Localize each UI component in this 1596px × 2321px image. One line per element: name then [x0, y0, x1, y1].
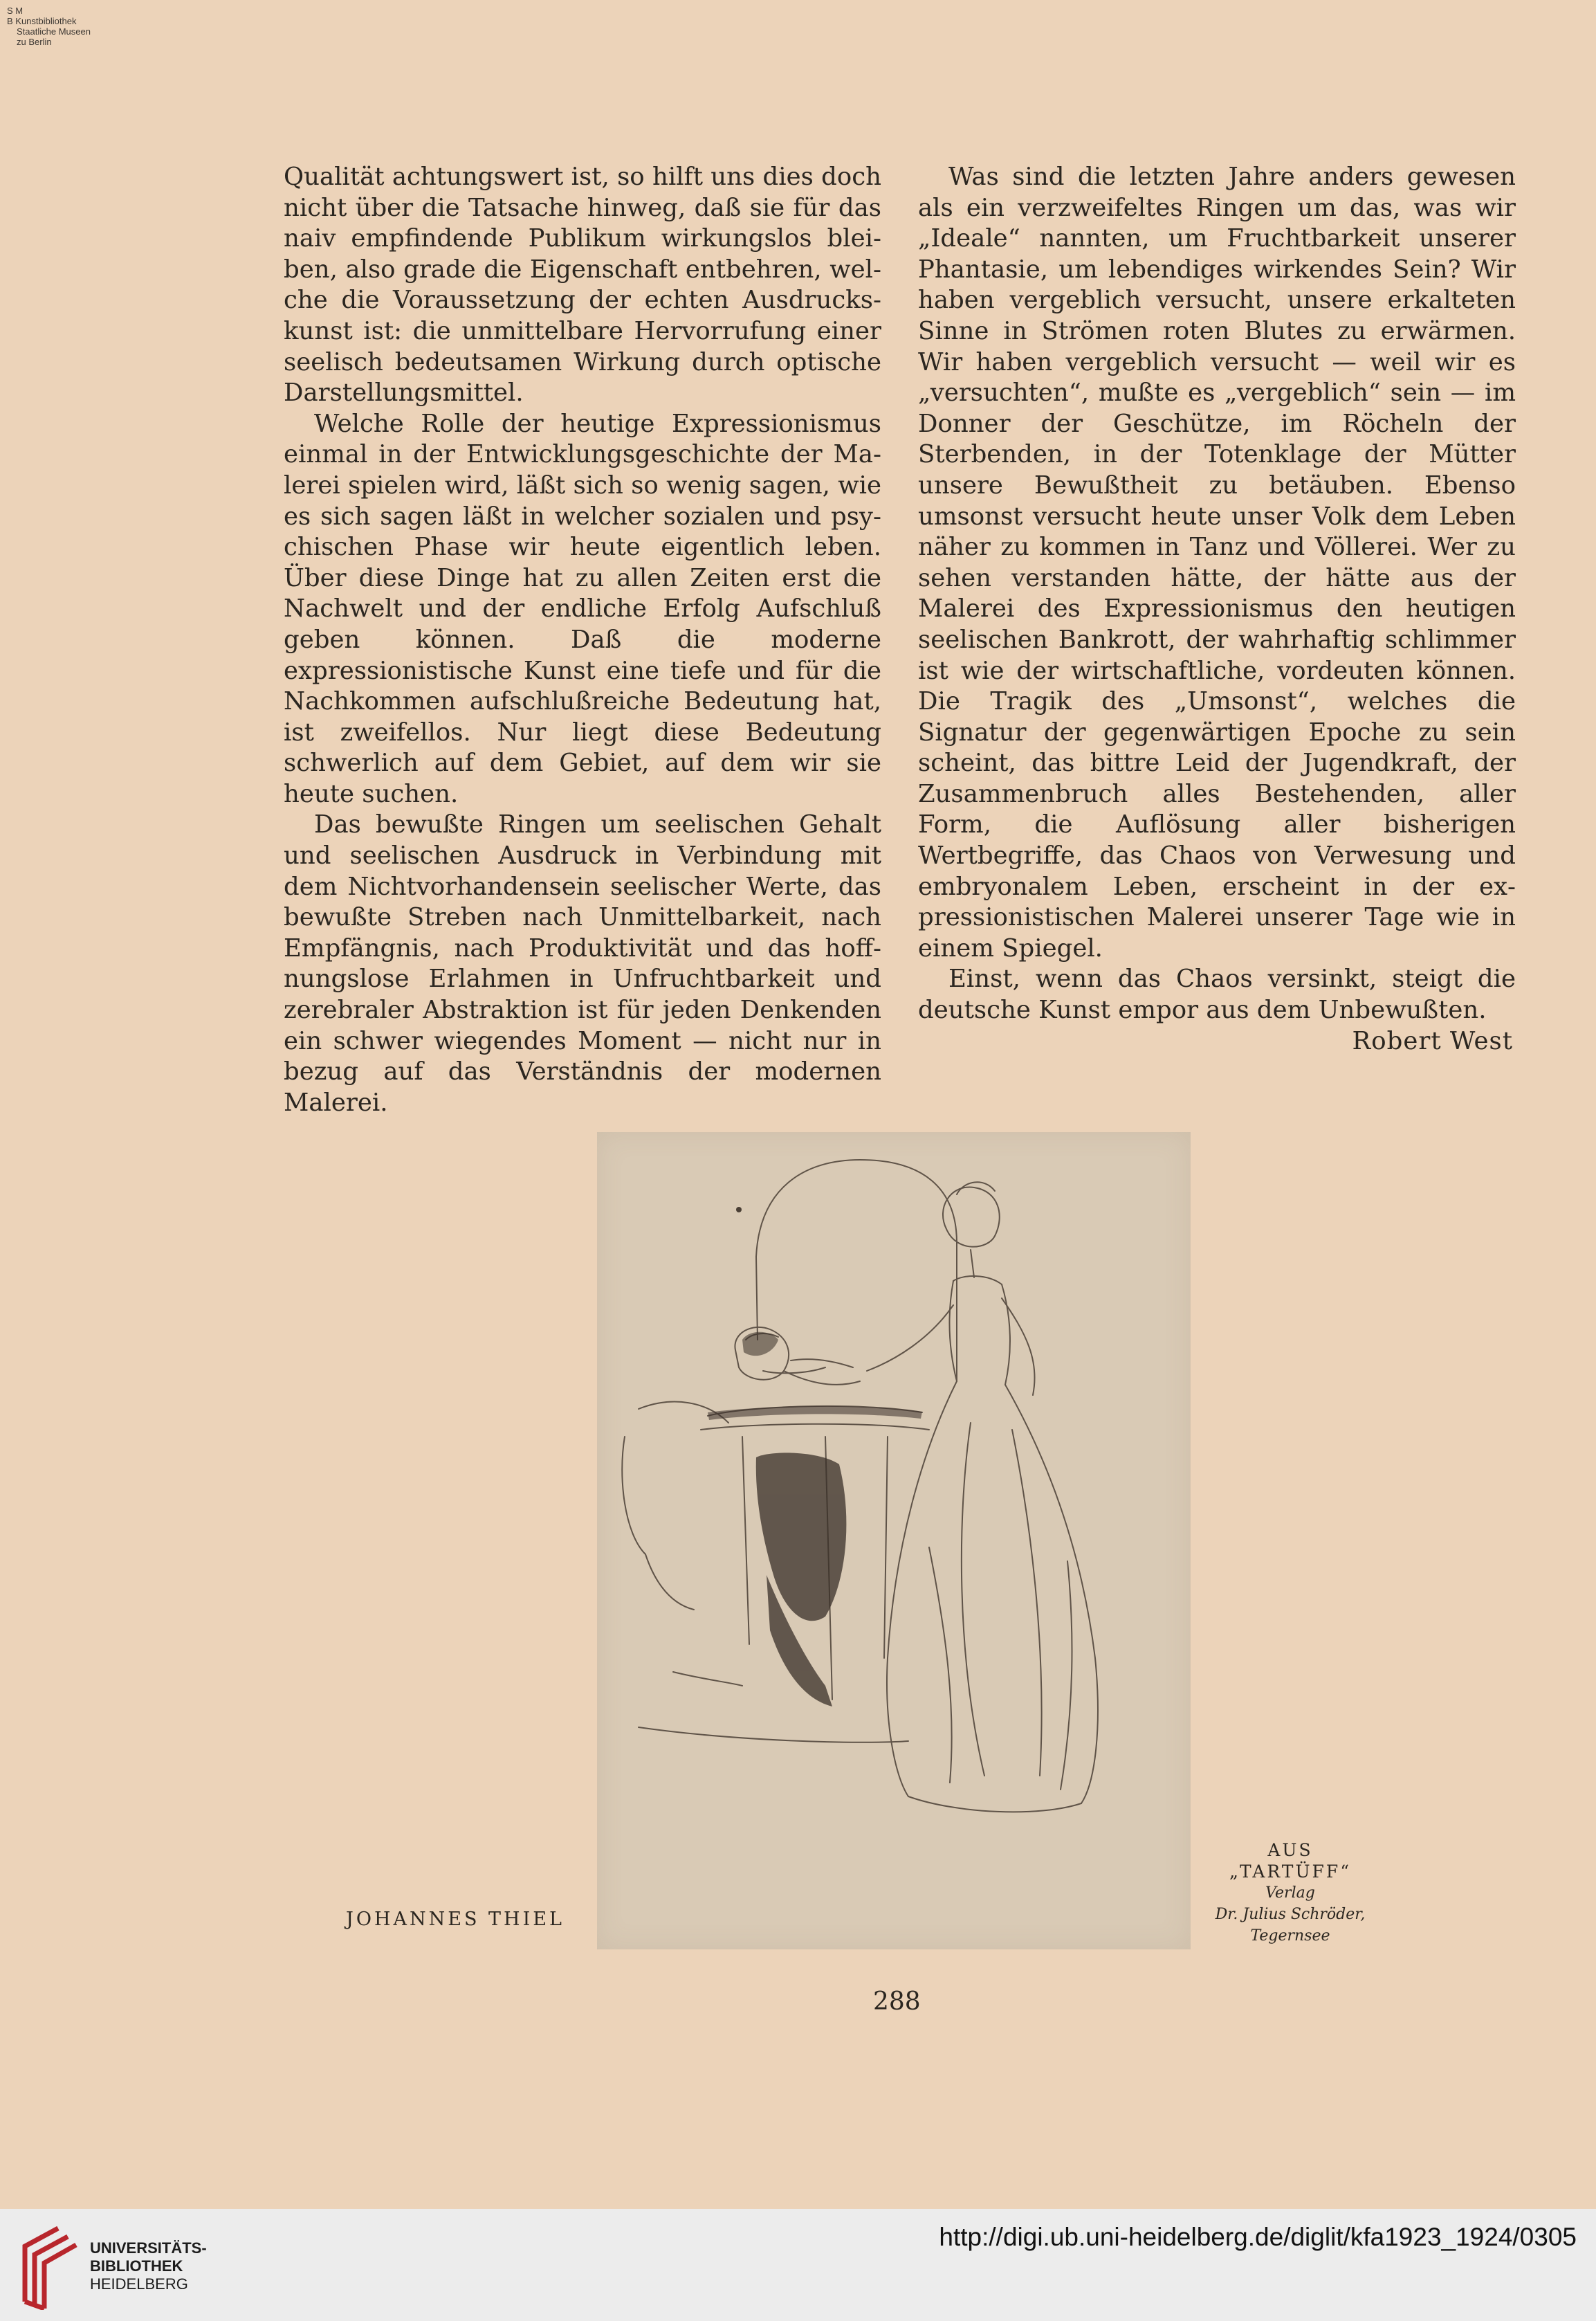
stamp-line: S M: [7, 6, 24, 16]
caption-publisher: Verlag: [1265, 1884, 1315, 1902]
sketch-drawing: [597, 1132, 1191, 1949]
source-url-link[interactable]: http://digi.ub.uni-heidelberg.de/diglit/kfa1923_1924/0305: [939, 2223, 1577, 2251]
library-name-line: HEIDELBERG: [90, 2275, 188, 2293]
library-stamp: [7, 6, 91, 47]
paragraph: Qualität achtungswert ist, so hilft uns dies doch nicht über die Tatsache hinweg, daß sie für das naiv empfindende Publikum wirkungslos bleiben, also grade die Eigenschaft entbehren, welche die Voraussetzung der echten Ausdruckskunst ist: die unmittelbare Hervorrufung einer seelisch bedeutsamen Wirkung durch optische Darstellungsmittel.: [284, 163, 881, 408]
paragraph: Was sind die letzten Jahre anders gewesen als ein verzweifeltes Ringen um das, was wir „Ideale“ nannten, um Fruchtbarkeit unserer Phantasie, um lebendiges wirkendes Sein? Wir haben vergeblich versucht, unsere erkalteten Sinne in Strömen roten Blutes zu erwärmen. Wir haben vergeblich versucht — weil wir es „versuchten“, mußte es „vergeblich“ sein — im Donner der Geschütze, im Röcheln der Sterbenden, in der Totenklage der Mütter unsere Bewußtheit zu betäuben. Ebenso umsonst versucht heute unser Volk dem Leben näher zu kommen in Tanz und Völlerei. Wer zu sehen verstanden hätte, der hätte aus der Malerei des Expressionismus den heutigen seelischen Bankrott, der wahrhaftig schlimmer ist wie der wirtschaftliche, vordeuten können. Die Tragik des „Umsonst“, welches die Signatur der gegenwärtigen Epoche zu sein scheint, das bittre Leid der Jugendkraft, der Zusammenbruch alles Bestehenden, aller Form, die Auflösung aller bisherigen Wertbegriffe, das Chaos von Verwesung und embryonalem Leben, erscheint in der expressionistischen Malerei unserer Tage wie in einem Spiegel.: [918, 163, 1516, 963]
artist-credit: JOHANNES THIEL: [346, 1909, 565, 1930]
stamp-line: zu Berlin: [17, 37, 52, 47]
paragraph: Das bewußte Ringen um seelischen Gehalt und seelischen Ausdruck in Verbindung mit dem Nichtvorhandensein seelischer Werte, das bewußte Streben nach Unmittelbarkeit, nach Empfängnis, nach Produktivität und das hoffnungslose Erlahmen in Unfruchtbarkeit und zerebraler Abstraktion ist für jeden Denkenden ein schwer wiegendes Moment — nicht nur in bezug auf das Verständnis der modernen Malerei.: [284, 810, 881, 1117]
library-logo-icon: [15, 2220, 82, 2310]
paragraph: Einst, wenn das Chaos versinkt, steigt die deutsche Kunst empor aus dem Unbewußten.: [918, 965, 1516, 1025]
library-name-line: BIBLIOTHEK: [90, 2257, 183, 2275]
author-signature: Robert West: [1352, 1026, 1513, 1055]
text-column-right: [918, 162, 1516, 1057]
paragraph: Welche Rolle der heutige Expressionismus einmal in der Entwicklungsgeschichte der Malerei spielen wird, läßt sich so wenig sagen, wie es sich sagen läßt in welcher sozialen und psychischen Phase wir heute eigentlich leben. Über diese Dinge hat zu allen Zeiten erst die Nachwelt und der endliche Erfolg Aufschluß geben können. Daß die moderne expressionistische Kunst eine tiefe und für die Nachkommen aufschlußreiche Bedeutung hat, ist zweifellos. Nur liegt diese Bedeutung schwerlich auf dem Gebiet, auf dem wir sie heute suchen.: [284, 409, 881, 808]
library-name-line: UNIVERSITÄTS-: [90, 2239, 207, 2257]
stamp-line: B Kunstbibliothek: [7, 16, 77, 26]
text-column-left: [284, 162, 881, 1118]
library-name: [90, 2239, 207, 2293]
figure-caption: [1207, 1839, 1373, 1947]
caption-publisher: Tegernsee: [1250, 1927, 1330, 1945]
stamp-line: Staatliche Museen: [17, 26, 91, 37]
page-number: 288: [873, 1987, 921, 2016]
footer-bar: [0, 2209, 1596, 2321]
caption-publisher: Dr. Julius Schröder,: [1215, 1906, 1366, 1923]
caption-title: AUS „TARTÜFF“: [1229, 1840, 1352, 1882]
etching-illustration: [597, 1132, 1191, 1949]
